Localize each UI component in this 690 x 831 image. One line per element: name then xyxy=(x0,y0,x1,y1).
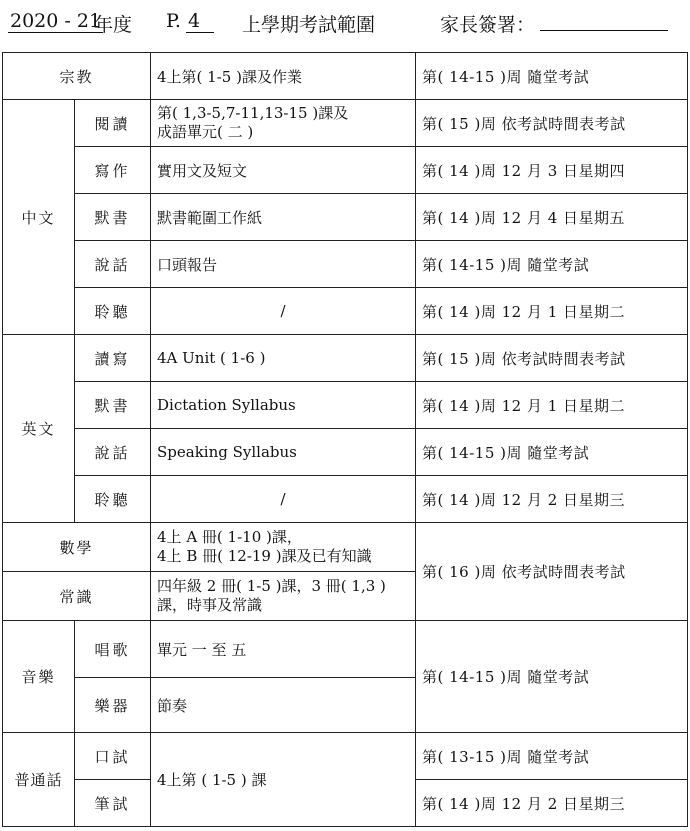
table-row xyxy=(3,100,688,147)
schedule-music: 第( 14-15 )周 隨堂考試 xyxy=(416,621,688,733)
table-row xyxy=(3,241,688,288)
class-value: 4 xyxy=(186,10,214,33)
part-english-dictation: 默書 xyxy=(75,382,151,429)
schedule-math-general-studies: 第( 16 )周 依考試時間表考試 xyxy=(416,523,688,621)
part-english-reading-writing: 讀寫 xyxy=(75,335,151,382)
schedule-chinese-listening: 第( 14 )周 12 月 1 日星期二 xyxy=(416,288,688,335)
schedule-english-listening: 第( 14 )周 12 月 2 日星期三 xyxy=(416,476,688,523)
table-row xyxy=(3,733,688,780)
signature-line[interactable] xyxy=(540,30,668,31)
part-chinese-writing: 寫作 xyxy=(75,147,151,194)
subject-general-studies: 常識 xyxy=(3,572,151,621)
content-english-reading-writing: 4A Unit ( 1-6 ) xyxy=(151,335,416,382)
content-line: 課，時事及常識 xyxy=(157,596,263,614)
content-music-instrument: 節奏 xyxy=(151,678,416,733)
schedule-chinese-speaking: 第( 14-15 )周 隨堂考試 xyxy=(416,241,688,288)
part-chinese-listening: 聆聽 xyxy=(75,288,151,335)
table-row xyxy=(3,288,688,335)
content-english-dictation: Dictation Syllabus xyxy=(151,382,416,429)
part-putonghua-oral: 口試 xyxy=(75,733,151,780)
content-line: 4上 A 冊( 1-10 )課， xyxy=(157,528,302,546)
academic-year-suffix: 年度 xyxy=(94,14,133,36)
schedule-putonghua-written: 第( 14 )周 12 月 2 日星期三 xyxy=(416,780,688,827)
content-line: 成語單元( 二 ) xyxy=(157,123,254,141)
table-row xyxy=(3,147,688,194)
content-music-singing: 單元 一 至 五 xyxy=(151,621,416,678)
subject-putonghua: 普通話 xyxy=(3,733,75,827)
content-chinese-listening: / xyxy=(151,288,416,335)
content-general-studies xyxy=(151,572,416,621)
subject-religion: 宗教 xyxy=(3,53,151,100)
schedule-english-speaking: 第( 14-15 )周 隨堂考試 xyxy=(416,429,688,476)
part-music-singing: 唱歌 xyxy=(75,621,151,678)
subject-chinese: 中文 xyxy=(3,100,75,335)
exam-scope-table xyxy=(2,52,688,827)
schedule-religion: 第( 14-15 )周 隨堂考試 xyxy=(416,53,688,100)
academic-year: 2020 - 21 xyxy=(10,10,102,32)
content-english-listening: / xyxy=(151,476,416,523)
subject-music: 音樂 xyxy=(3,621,75,733)
table-row xyxy=(3,429,688,476)
schedule-chinese-reading: 第( 15 )周 依考試時間表考試 xyxy=(416,100,688,147)
schedule-chinese-dictation: 第( 14 )周 12 月 4 日星期五 xyxy=(416,194,688,241)
table-row xyxy=(3,194,688,241)
table-row xyxy=(3,53,688,100)
subject-english: 英文 xyxy=(3,335,75,523)
schedule-english-dictation: 第( 14 )周 12 月 1 日星期二 xyxy=(416,382,688,429)
content-putonghua: 4上第 ( 1-5 ) 課 xyxy=(151,733,416,827)
part-english-speaking: 說話 xyxy=(75,429,151,476)
content-line: 第( 1,3-5,7-11,13-15 )課及 xyxy=(157,104,349,122)
schedule-chinese-writing: 第( 14 )周 12 月 3 日星期四 xyxy=(416,147,688,194)
part-chinese-dictation: 默書 xyxy=(75,194,151,241)
part-putonghua-written: 筆試 xyxy=(75,780,151,827)
schedule-english-reading-writing: 第( 15 )周 依考試時間表考試 xyxy=(416,335,688,382)
content-english-speaking: Speaking Syllabus xyxy=(151,429,416,476)
parent-signature-label: 家長簽署： xyxy=(440,14,536,36)
part-english-listening: 聆聽 xyxy=(75,476,151,523)
subject-math: 數學 xyxy=(3,523,151,572)
content-chinese-speaking: 口頭報告 xyxy=(151,241,416,288)
table-row xyxy=(3,335,688,382)
table-row xyxy=(3,621,688,678)
content-line: 4上 B 冊( 12-19 )課及已有知識 xyxy=(157,547,372,565)
part-music-instrument: 樂器 xyxy=(75,678,151,733)
content-line: 四年級 2 冊( 1-5 )課，3 冊( 1,3 ) xyxy=(157,577,386,595)
content-chinese-dictation: 默書範圍工作紙 xyxy=(151,194,416,241)
content-chinese-reading xyxy=(151,100,416,147)
table-row xyxy=(3,476,688,523)
schedule-putonghua-oral: 第( 13-15 )周 隨堂考試 xyxy=(416,733,688,780)
part-chinese-reading: 閱讀 xyxy=(75,100,151,147)
class-prefix: P. xyxy=(166,10,181,32)
document-title: 上學期考試範圍 xyxy=(242,14,376,36)
content-math xyxy=(151,523,416,572)
table-row xyxy=(3,382,688,429)
document-header xyxy=(8,6,684,38)
content-chinese-writing: 實用文及短文 xyxy=(151,147,416,194)
table-row xyxy=(3,523,688,572)
part-chinese-speaking: 說話 xyxy=(75,241,151,288)
content-religion: 4上第( 1-5 )課及作業 xyxy=(151,53,416,100)
